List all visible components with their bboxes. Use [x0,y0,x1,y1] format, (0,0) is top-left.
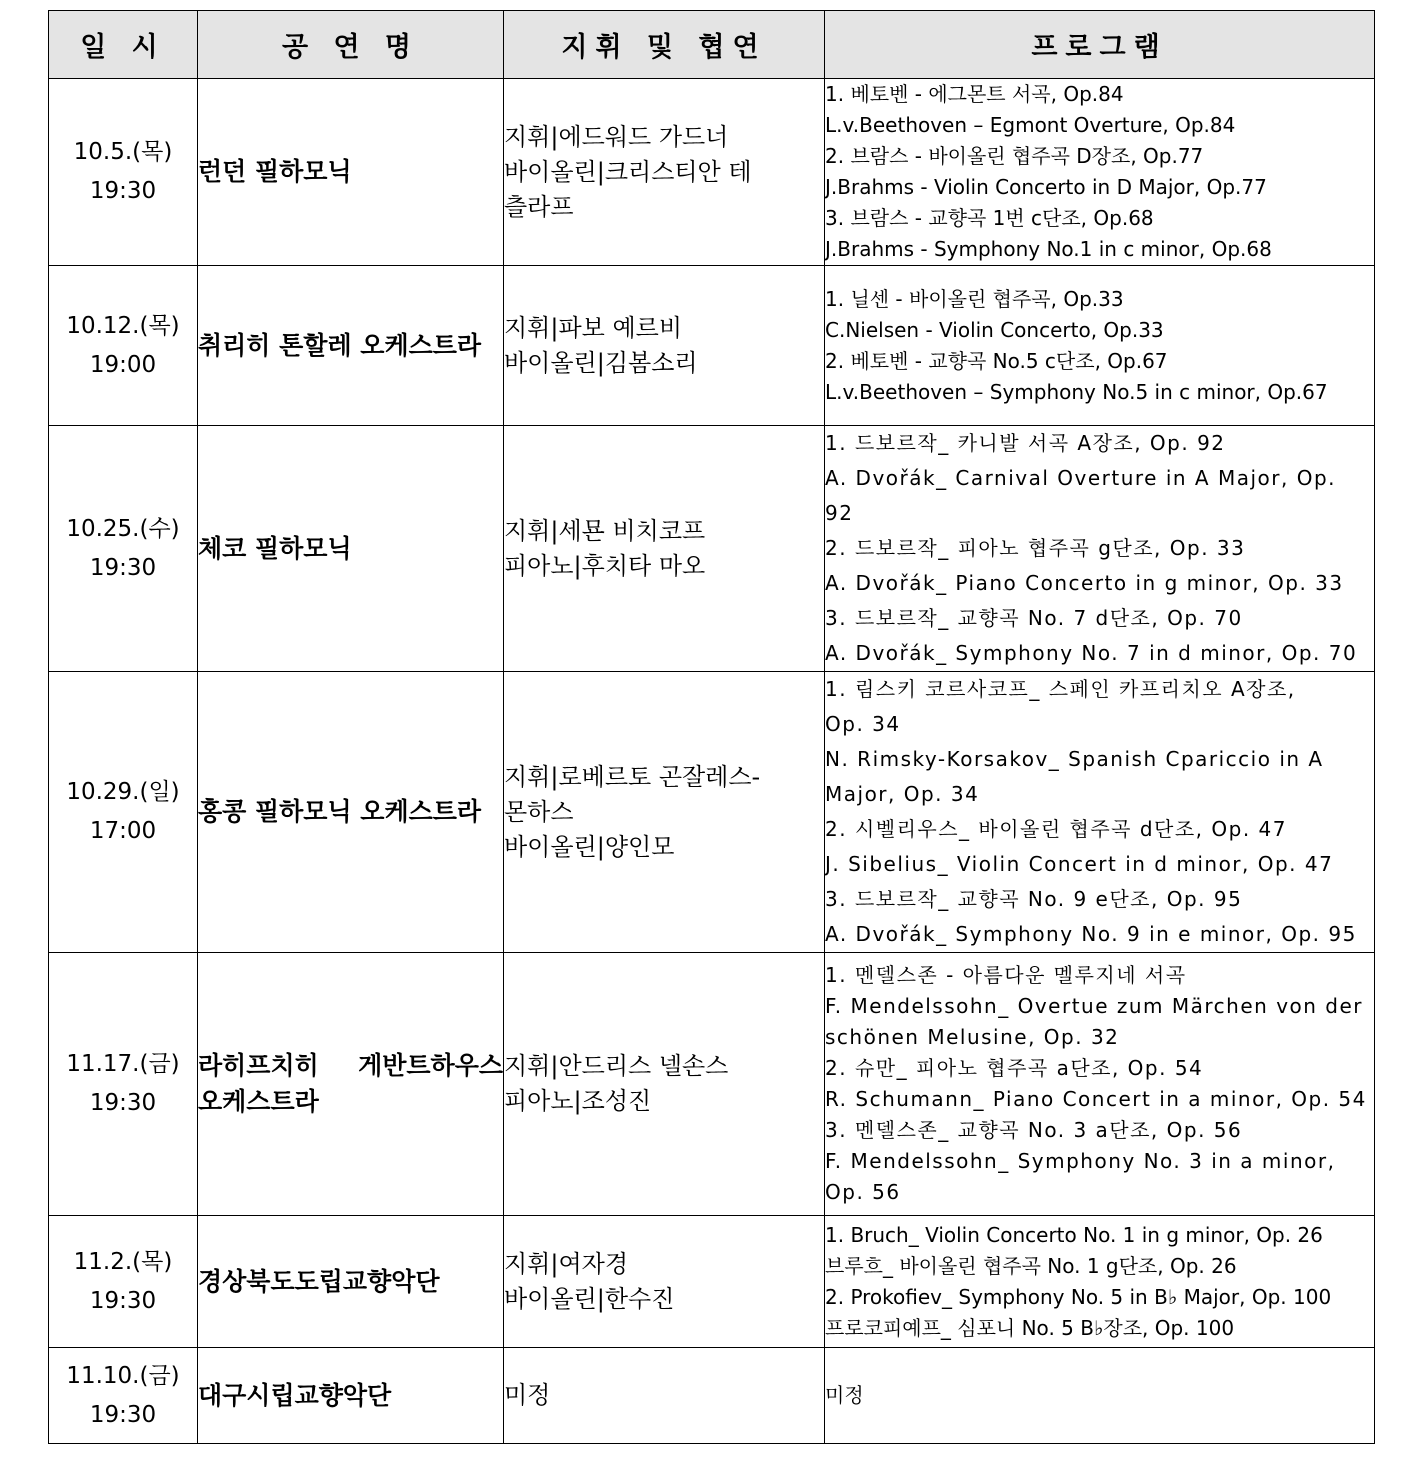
program-line: A. Dvořák_ Piano Concerto in g minor, Op. 33 [825,571,1344,595]
time-text: 19:30 [89,1287,157,1314]
header-row [49,11,1375,79]
table-row [49,953,1375,1216]
program-line: 2. 드보르작_ 피아노 협주곡 g단조, Op. 33 [825,536,1246,560]
date-text: 11.2.(목) [73,1248,173,1275]
program-line: 2. 시벨리우스_ 바이올린 협주곡 d단조, Op. 47 [825,817,1288,841]
program-cell [825,953,1375,1216]
title-cell: 취리히 톤할레 오케스트라 [198,266,504,426]
program-line: 1. 베토벤 - 에그몬트 서곡, Op.84 [825,82,1124,106]
performers-cell [504,426,825,672]
performers-cell [504,1216,825,1348]
performer-line: 바이올린|양인모 [504,832,675,861]
performers-cell [504,953,825,1216]
performer-line: 지휘|여자경 [504,1249,629,1278]
program-line: 미정 [825,1383,864,1407]
table-row [49,266,1375,426]
program-line: 1. 림스키 코르사코프_ 스페인 카프리치오 A장조, [825,677,1296,701]
date-cell [49,672,198,953]
table-row [49,426,1375,672]
time-text: 19:30 [89,1401,157,1428]
program-line: 프로코피예프_ 심포니 No. 5 B♭장조, Op. 100 [825,1315,1235,1340]
date-cell [49,266,198,426]
performers-cell [504,79,825,266]
program-line: R. Schumann_ Piano Concert in a minor, Op. 54 [825,1087,1367,1111]
program-line: 브루흐_ 바이올린 협주곡 No. 1 g단조, Op. 26 [825,1253,1237,1278]
performer-line: 지휘|파보 예르비 [504,313,683,342]
time-text: 19:30 [89,554,157,581]
title-cell: 경상북도도립교향악단 [198,1216,504,1348]
time-text: 19:30 [89,178,157,204]
date-text: 10.29.(일) [66,779,180,805]
title-cell: 대구시립교향악단 [198,1348,504,1444]
time-text: 19:30 [89,1090,157,1116]
table-row [49,1216,1375,1348]
performer-line: 피아노|후치타 마오 [504,551,706,580]
program-cell [825,1216,1375,1348]
program-line: 3. 드보르작_ 교향곡 No. 9 e단조, Op. 95 [825,887,1243,911]
program-line: 3. 멘델스존_ 교향곡 No. 3 a단조, Op. 56 [825,1118,1243,1142]
program-cell [825,266,1375,426]
performer-line: 츨라프 [504,192,574,221]
concert-schedule-table [48,10,1375,1444]
date-cell [49,953,198,1216]
program-cell [825,1348,1375,1444]
program-line: A. Dvořák_ Carnival Overture in A Major, Op. [825,466,1336,490]
program-line: 2. Prokofiev_ Symphony No. 5 in B♭ Major, Op. 100 [825,1284,1332,1309]
date-cell [49,426,198,672]
date-text: 10.5.(목) [73,139,173,165]
program-line: N. Rimsky-Korsakov_ Spanish Cpariccio in A [825,747,1324,771]
performer-line: 바이올린|한수진 [504,1284,675,1313]
program-cell [825,426,1375,672]
performers-cell [504,1348,825,1444]
date-text: 11.17.(금) [66,1051,180,1077]
performer-line: 미정 [504,1381,551,1409]
table-row [49,672,1375,953]
performer-line: 지휘|안드리스 넬손스 [504,1052,729,1080]
program-line: F. Mendelssohn_ Symphony No. 3 in a minor, [825,1149,1336,1173]
program-line: Op. 34 [825,712,901,736]
performer-line: 지휘|로베르토 곤잘레스- [504,762,761,791]
title-cell: 라히프치히 게반트하우스 오케스트라 [198,953,504,1216]
table-row [49,1348,1375,1444]
program-line: 3. 브람스 - 교향곡 1번 c단조, Op.68 [825,206,1154,230]
time-text: 17:00 [89,818,157,844]
program-line: J.Brahms - Symphony No.1 in c minor, Op.68 [825,237,1272,261]
program-cell [825,79,1375,266]
program-line: L.v.Beethoven – Egmont Overture, Op.84 [825,113,1236,137]
header-performers: 지휘 및 협연 [504,11,825,79]
program-line: 1. 멘델스존 - 아름다운 멜루지네 서곡 [825,963,1187,987]
program-line: Op. 56 [825,1180,901,1204]
program-line: C.Nielsen - Violin Concerto, Op.33 [825,317,1164,342]
program-line: 1. 드보르작_ 카니발 서곡 A장조, Op. 92 [825,431,1226,455]
table-row [49,79,1375,266]
program-line: Major, Op. 34 [825,782,980,806]
title-cell: 홍콩 필하모닉 오케스트라 [198,672,504,953]
performer-line: 지휘|에드워드 가드너 [504,122,729,151]
performers-cell [504,266,825,426]
program-line: J.Brahms - Violin Concerto in D Major, Op.77 [825,175,1267,199]
date-text: 11.10.(금) [66,1362,180,1389]
program-line: A. Dvořák_ Symphony No. 9 in e minor, Op. 95 [825,922,1357,946]
performer-line: 피아노|조성진 [504,1087,652,1115]
header-title: 공 연 명 [198,11,504,79]
program-cell [825,672,1375,953]
performer-line: 바이올린|크리스티안 테 [504,157,752,186]
program-line: 2. 브람스 - 바이올린 협주곡 D장조, Op.77 [825,144,1204,168]
program-line: L.v.Beethoven – Symphony No.5 in c minor, Op.67 [825,379,1328,404]
program-line: J. Sibelius_ Violin Concert in d minor, Op. 47 [825,852,1334,876]
performer-line: 바이올린|김봄소리 [504,348,698,377]
program-line: 2. 슈만_ 피아노 협주곡 a단조, Op. 54 [825,1056,1204,1080]
program-line: 1. Bruch_ Violin Concerto No. 1 in g minor, Op. 26 [825,1222,1323,1247]
program-line: 92 [825,501,854,525]
date-cell [49,1348,198,1444]
performer-line: 지휘|세묜 비치코프 [504,516,706,545]
title-cell: 런던 필하모닉 [198,79,504,266]
program-line: 1. 닐센 - 바이올린 협주곡, Op.33 [825,286,1124,311]
performers-cell [504,672,825,953]
program-line: 2. 베토벤 - 교향곡 No.5 c단조, Op.67 [825,348,1168,373]
time-text: 19:00 [89,351,157,378]
program-line: schönen Melusine, Op. 32 [825,1025,1120,1049]
header-date: 일 시 [49,11,198,79]
date-cell [49,79,198,266]
date-text: 10.12.(목) [66,312,180,339]
program-line: F. Mendelssohn_ Overtue zum Märchen von der [825,994,1364,1018]
header-program: 프로그램 [825,11,1375,79]
title-cell: 체코 필하모닉 [198,426,504,672]
performer-line: 몬하스 [504,797,574,826]
date-cell [49,1216,198,1348]
program-line: 3. 드보르작_ 교향곡 No. 7 d단조, Op. 70 [825,606,1243,630]
date-text: 10.25.(수) [66,515,180,542]
program-line: A. Dvořák_ Symphony No. 7 in d minor, Op. 70 [825,641,1358,665]
